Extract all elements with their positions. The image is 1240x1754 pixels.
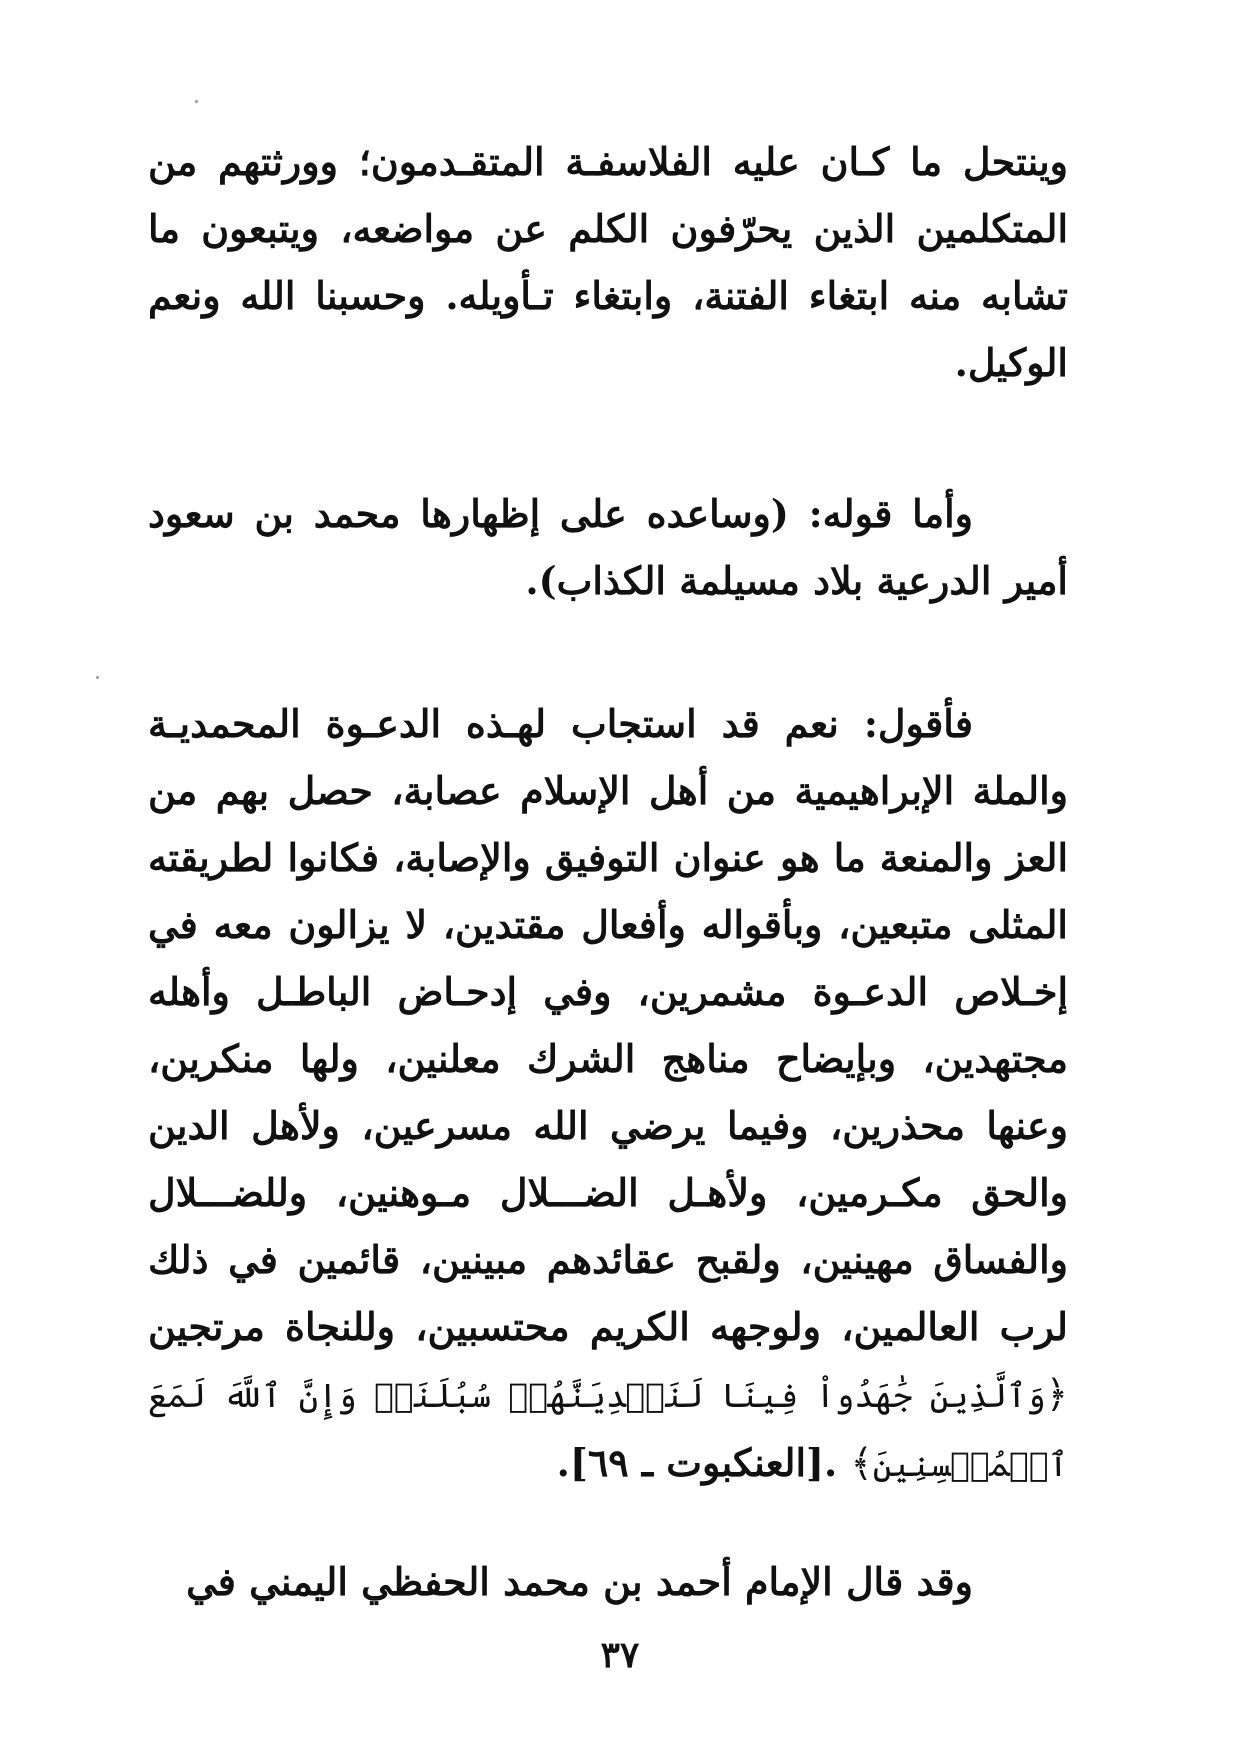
paragraph-2-text: وأما قوله: (وساعده على إظهارها محمد بن سعود أمير الدرعية بلاد مسيلمة الكذاب). [148,491,1068,603]
paragraph-4 [148,1548,1068,1615]
scan-speck [195,100,198,103]
page-body [148,128,1068,1648]
quran-bracket-close: ﴾ [850,1441,873,1485]
paragraph-1: وينتحل ما كـان عليه الفلاسفـة المتقـدمون؛ وورثتهم من المتكلمين الذين يحرّفون الكلم عن مواضعه، ويتبعون ما تشابه منه ابتغاء الفتنة، وابتغاء تـأويله. وحسبنا الله ونعم الوكيل. [148,139,1068,385]
paragraph-3 [148,690,1068,1498]
quran-verse: وَٱلَّذِينَ جَٰهَدُواْ فِينَا لَنَهۡدِيَنَّهُمۡ سُبُلَنَاۚ وَإِنَّ ٱللَّهَ لَمَعَ ٱلۡمُحۡسِنِينَ [148,1376,1068,1484]
page-number: ٣٧ [600,1634,640,1676]
paragraph-3-text: فأقول: نعم قد استجاب لهـذه الدعـوة المحمديـة والملة الإبراهيمية من أهل الإسلام عصابة، حصل بهم من العز والمنعة ما هو عنوان التوفيق والإصابة، فكانوا لطريقته المثلى متبعين، وبأقواله وأفعال مقتدين، لا يزالون معه في إخـلاص الدعـوة مشمرين، وفي إدحـاض الباطـل وأهله مجتهدين، وبإيضاح مناهج الشرك معلنين، ولها منكرين، وعنها محذرين، وفيما يرضي الله مسرعين، ولأهل الدين والحق مكـرمين، ولأهـل الضـــلال مـوهنين، وللضـــلال والفساق مهينين، ولقبح عقائدهم مبينين، قائمين في ذلك لرب العالمين، ولوجهه الكريم محتسبين، وللنجاة مرتجين [148,701,1068,1349]
scan-speck [96,676,99,679]
verse-citation: .[العنكبوت ـ ٦٩]. [556,1440,851,1485]
paragraph-4-text: وقد قال الإمام أحمد بن محمد الحفظي اليمني في [186,1559,973,1604]
quran-bracket-open: ﴿ [1045,1372,1068,1416]
paragraph-2 [148,480,1068,614]
